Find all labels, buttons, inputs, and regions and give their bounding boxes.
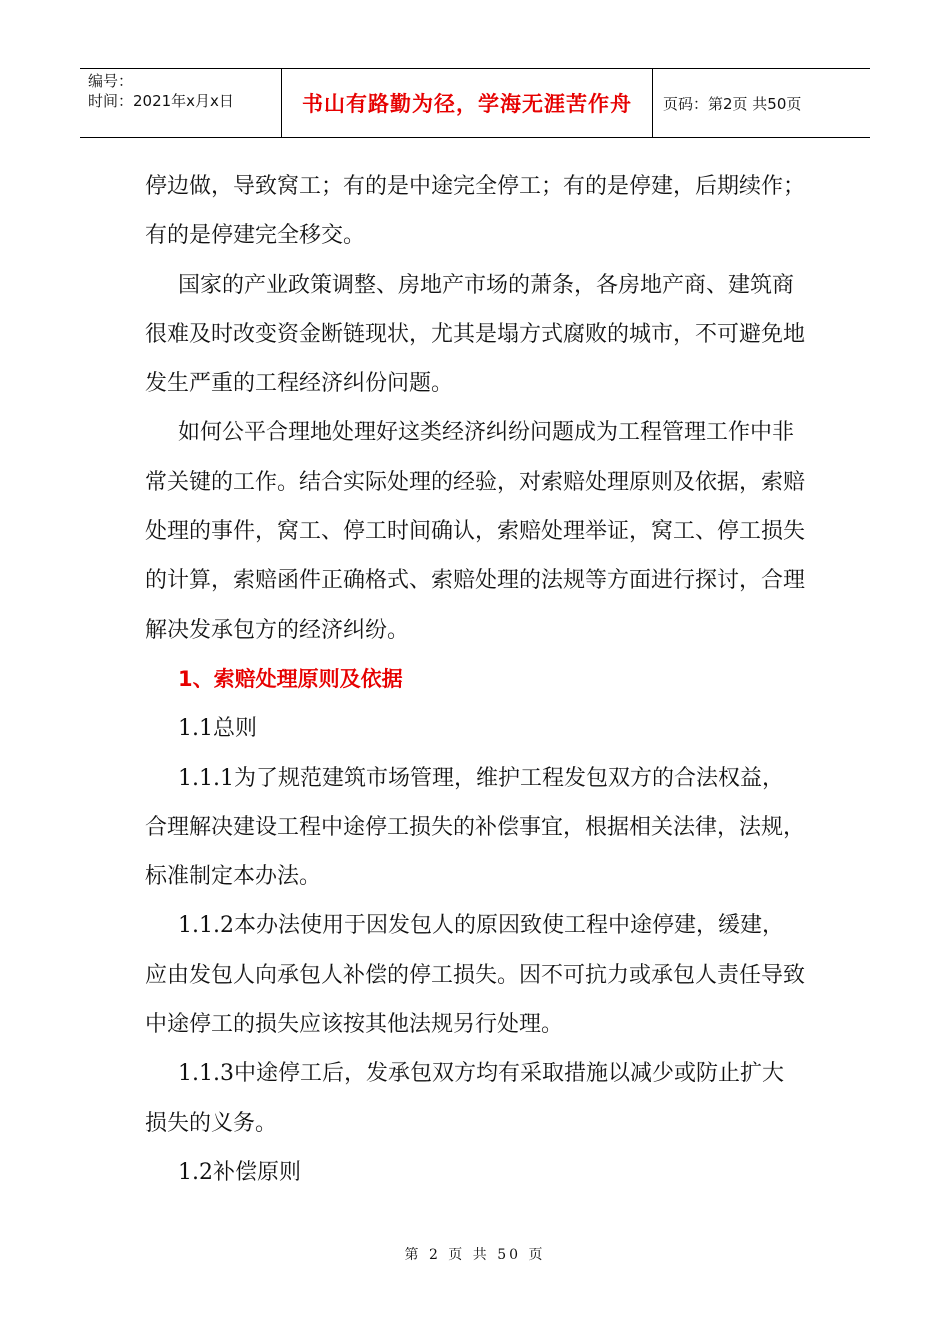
body-paragraph: 国家的产业政策调整、房地产市场的萧条，各房地产商、建筑商很难及时改变资金断链现状，尤其是塌方式腐败的城市，不可避免地发生严重的工程经济纠份问题。 [145, 272, 806, 397]
body-paragraph: 停边做，导致窝工；有的是中途完全停工；有的是停建，后期续作；有的是停建完全移交。 [145, 174, 806, 249]
body-paragraph: 1.1.3中途停工后，发承包双方均有采取措施以减少或防止扩大损失的义务。 [145, 1061, 784, 1136]
header-page-number: 页码：第2页 共50页 [663, 94, 802, 113]
subsection-heading: 1.1总则 [178, 716, 257, 742]
header-motto: 书山有路勤为径，学海无涯苦作舟 [282, 69, 653, 137]
page-footer: 第 2 页 共 50 页 [404, 1247, 546, 1263]
section-heading: 1、索赔处理原则及依据 [178, 666, 403, 691]
document-body [145, 162, 805, 1197]
body-paragraph: 1.1.2本办法使用于因发包人的原因致使工程中途停建，缓建，应由发包人向承包人补偿的停工损失。因不可抗力或承包人责任导致中途停工的损失应该按其他法规另行处理。 [145, 913, 806, 1038]
page-header [80, 68, 870, 138]
body-paragraph: 1.1.1为了规范建筑市场管理，维护工程发包双方的合法权益，合理解决建设工程中途停工损失的补偿事宜，根据相关法律，法规，标准制定本办法。 [145, 765, 806, 890]
document-number-label: 编号： [88, 72, 134, 90]
subsection-heading: 1.2补偿原则 [178, 1159, 301, 1185]
body-paragraph: 如何公平合理地处理好这类经济纠纷问题成为工程管理工作中非常关键的工作。结合实际处理的经验，对索赔处理原则及依据，索赔处理的事件，窝工、停工时间确认，索赔处理举证，窝工、停工损失的计算，索赔函件正确格式、索赔处理的法规等方面进行探讨，合理解决发承包方的经济纠纷。 [145, 420, 806, 643]
header-meta [80, 69, 282, 137]
document-time-label: 时间：2021年x月x日 [88, 92, 234, 110]
